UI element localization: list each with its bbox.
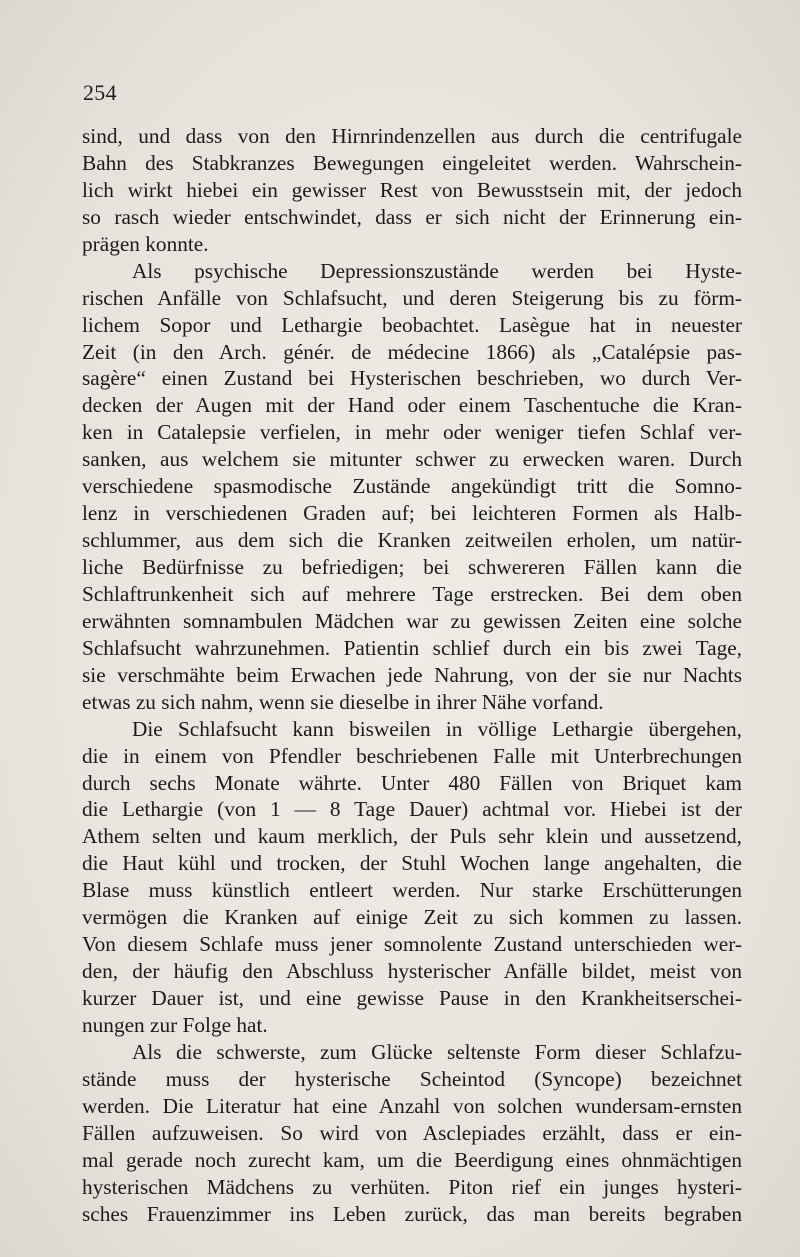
text-line: sind, und dass von den Hirnrindenzellen aus durch die centrifugale — [82, 124, 742, 148]
text-line: kurzer Dauer ist, und eine gewisse Pause in den Krankheitserschei- — [82, 986, 742, 1010]
text-line: Blase muss künstlich entleert werden. Nur starke Erschütterungen — [82, 878, 742, 903]
text-line: sie verschmähte beim Erwachen jede Nahrung, von der sie nur Nachts — [82, 662, 742, 687]
text-line: sanken, aus welchem sie mitunter schwer zu erwecken waren. Durch — [82, 447, 742, 472]
text-line: stände muss der hysterische Scheintod (Syncope) bezeichnet — [82, 1066, 742, 1091]
text-line: so rasch wieder entschwindet, dass er sich nicht der Erinnerung ein- — [82, 204, 742, 229]
text-line: sches Frauenzimmer ins Leben zurück, das man bereits begraben — [82, 1201, 742, 1226]
text-line: die Lethargie (von 1 — 8 Tage Dauer) achtmal vor. Hiebei ist der — [82, 797, 742, 822]
text-line: durch sechs Monate währte. Unter 480 Fällen von Briquet kam — [82, 770, 742, 795]
text-line: Athem selten und kaum merklich, der Puls sehr klein und aussetzend, — [82, 824, 742, 849]
text-line: die Haut kühl und trocken, der Stuhl Wochen lange angehalten, die — [82, 851, 742, 876]
text-line: prägen konnte. — [82, 231, 209, 256]
text-line: etwas zu sich nahm, wenn sie dieselbe in ihrer Nähe vorfand. — [82, 689, 604, 714]
text-line: die in einem von Pfendler beschriebenen Falle mit Unterbrechungen — [82, 743, 742, 768]
text-line: Von diesem Schlafe muss jener somnolente Zustand unterschieden wer- — [82, 932, 742, 957]
text-line: lichem Sopor und Lethargie beobachtet. Lasègue hat in neuester — [82, 312, 742, 337]
text-line: sagère“ einen Zustand bei Hysterischen beschrieben, wo durch Ver- — [82, 366, 742, 391]
text-line: Bahn des Stabkranzes Bewegungen eingeleitet werden. Wahrschein- — [82, 150, 742, 175]
text-line: mal gerade noch zurecht kam, um die Beerdigung eines ohnmächtigen — [82, 1147, 742, 1172]
text-line: hysterischen Mädchens zu verhüten. Piton rief ein junges hysteri- — [82, 1174, 742, 1199]
text-line: liche Bedürfnisse zu befriedigen; bei schwereren Fällen kann die — [82, 555, 742, 579]
text-line: Schlafsucht wahrzunehmen. Patientin schlief durch ein bis zwei Tage, — [82, 635, 742, 660]
text-line: rischen Anfälle von Schlafsucht, und deren Steigerung bis zu förm- — [82, 285, 742, 310]
page-number: 254 — [83, 80, 117, 105]
text-line: Die Schlafsucht kann bisweilen in völlige Lethargie übergehen, — [132, 716, 742, 741]
text-line: vermögen die Kranken auf einige Zeit zu sich kommen zu lassen. — [82, 905, 742, 930]
text-line: decken der Augen mit der Hand oder einem Taschentuche die Kran- — [82, 393, 742, 418]
text-line: Schlaftrunkenheit sich auf mehrere Tage erstrecken. Bei dem oben — [82, 581, 742, 606]
text-line: ken in Catalepsie verfielen, in mehr oder weniger tiefen Schlaf ver- — [82, 420, 742, 445]
text-line: Als die schwerste, zum Glücke seltenste Form dieser Schlafzu- — [132, 1039, 742, 1064]
text-line: den, der häufig den Abschluss hysterischer Anfälle bildet, meist von — [82, 959, 742, 984]
text-line: verschiedene spasmodische Zustände angekündigt tritt die Somno- — [82, 474, 742, 499]
text-line: Zeit (in den Arch. génér. de médecine 1866) als „Catalépsie pas- — [82, 339, 742, 364]
text-line: lenz in verschiedenen Graden auf; bei leichteren Formen als Halb- — [82, 501, 742, 526]
body-text — [82, 123, 742, 1227]
text-line: werden. Die Literatur hat eine Anzahl von solchen wundersam-ernsten — [82, 1093, 742, 1118]
text-line: nungen zur Folge hat. — [82, 1012, 268, 1037]
text-line: erwähnten somnambulen Mädchen war zu gewissen Zeiten eine solche — [82, 608, 742, 633]
text-line: Fällen aufzuweisen. So wird von Asclepiades erzählt, dass er ein- — [82, 1120, 742, 1145]
text-line: lich wirkt hiebei ein gewisser Rest von Bewusstsein mit, der jedoch — [82, 177, 742, 202]
text-line: schlummer, aus dem sich die Kranken zeitweilen erholen, um natür- — [82, 528, 742, 553]
text-line: Als psychische Depressionszustände werden bei Hyste- — [132, 258, 742, 283]
